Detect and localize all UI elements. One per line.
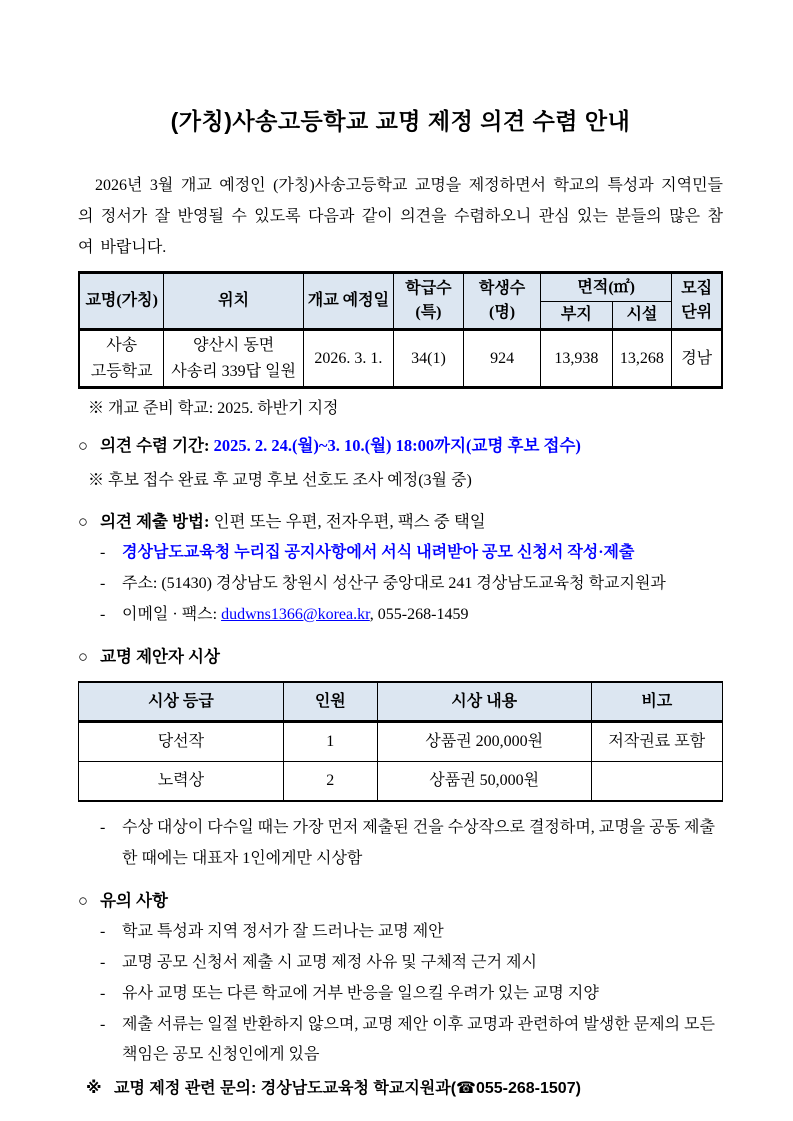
dash-bullet: - bbox=[100, 923, 106, 940]
dash-bullet: - bbox=[100, 985, 106, 1002]
cell-area-site: 13,938 bbox=[541, 330, 612, 388]
dash-bullet: - bbox=[100, 544, 106, 561]
cell-prize: 상품권 200,000원 bbox=[377, 722, 591, 762]
col-header-students: 학생수(명) bbox=[463, 273, 540, 330]
cell-open-date: 2026. 3. 1. bbox=[303, 330, 393, 388]
footnote-prep-school: ※ 개교 준비 학교: 2025. 하반기 지정 bbox=[88, 400, 339, 417]
section-award bbox=[78, 641, 723, 672]
award-table bbox=[78, 681, 723, 802]
submit-item-address: - 주소: (51430) 경상남도 창원시 성산구 중앙대로 241 경상남도교육청 학교지원과 bbox=[78, 569, 723, 599]
cell-grade: 당선작 bbox=[79, 722, 284, 762]
circle-bullet: ○ bbox=[78, 512, 88, 531]
caution-section-title: 유의 사항 bbox=[100, 891, 168, 910]
dash-bullet: - bbox=[100, 1016, 106, 1033]
cell-classes: 34(1) bbox=[393, 330, 463, 388]
cell-remark bbox=[591, 762, 722, 802]
reference-mark: ※ bbox=[88, 472, 105, 489]
col-header-area: 면적(㎡) bbox=[541, 273, 672, 302]
caution-item: - 교명 공모 신청서 제출 시 교명 제정 사유 및 구체적 근거 제시 bbox=[78, 948, 723, 978]
award-col-count: 인원 bbox=[283, 682, 377, 722]
cell-recruit-unit: 경남 bbox=[672, 330, 722, 388]
page-title: (가칭)사송고등학교 교명 제정 의견 수렴 안내 bbox=[170, 108, 631, 134]
col-header-open-date: 개교 예정일 bbox=[303, 273, 393, 330]
col-header-school-name: 교명(가칭) bbox=[79, 273, 164, 330]
school-info-row bbox=[79, 330, 722, 388]
contact-info: ※ 교명 제정 관련 문의: 경상남도교육청 학교지원과(☎055-268-1507) bbox=[86, 1080, 581, 1097]
award-note: - 수상 대상이 다수일 때는 가장 먼저 제출된 건을 수상작으로 결정하며, 교명을 공동 제출한 때에는 대표자 1인에게만 시상함 bbox=[78, 812, 723, 874]
cell-location: 양산시 동면 사송리 339답 일원 bbox=[164, 330, 304, 388]
cell-count: 2 bbox=[283, 762, 377, 802]
intro-paragraph: 2026년 3월 개교 예정인 (가칭)사송고등학교 교명을 제정하면서 학교의 특성과 지역민들의 정서가 잘 반영될 수 있도록 다음과 같이 의견을 수렴하오니 관심 있는 분들의 많은 참여 바랍니다. bbox=[78, 177, 723, 256]
award-section-title: 교명 제안자 시상 bbox=[100, 647, 220, 666]
caution-item: - 유사 교명 또는 다른 학교에 거부 반응을 일으킬 우려가 있는 교명 지양 bbox=[78, 979, 723, 1009]
award-row-effort bbox=[79, 762, 723, 802]
award-row-winner bbox=[79, 722, 723, 762]
caution-item: - 학교 특성과 지역 정서가 잘 드러나는 교명 제안 bbox=[78, 917, 723, 947]
award-col-remark: 비고 bbox=[591, 682, 722, 722]
col-header-location: 위치 bbox=[164, 273, 304, 330]
col-header-recruit-unit: 모집 단위 bbox=[672, 273, 722, 330]
col-header-area-site: 부지 bbox=[541, 302, 612, 330]
dash-bullet: - bbox=[100, 954, 106, 971]
circle-bullet: ○ bbox=[78, 647, 88, 666]
school-info-table bbox=[78, 271, 723, 389]
award-col-grade: 시상 등급 bbox=[79, 682, 284, 722]
section-caution bbox=[78, 885, 723, 916]
col-header-classes: 학급수 (특) bbox=[393, 273, 463, 330]
cell-students: 924 bbox=[463, 330, 540, 388]
email-link[interactable]: dudwns1366@korea.kr bbox=[221, 606, 370, 623]
cell-prize: 상품권 50,000원 bbox=[377, 762, 591, 802]
dash-bullet: - bbox=[100, 575, 106, 592]
submit-label: 의견 제출 방법: bbox=[100, 512, 210, 531]
period-label: 의견 수렴 기간: bbox=[100, 436, 210, 455]
award-col-prize: 시상 내용 bbox=[377, 682, 591, 722]
circle-bullet: ○ bbox=[78, 891, 88, 910]
circle-bullet: ○ bbox=[78, 436, 88, 455]
cell-school-name: 사송 고등학교 bbox=[79, 330, 164, 388]
section-submit-method bbox=[78, 506, 723, 537]
footnote-preference-survey: ※ 후보 접수 완료 후 교명 후보 선호도 조사 예정(3월 중) bbox=[88, 472, 472, 489]
submit-value: 인편 또는 우편, 전자우편, 팩스 중 택일 bbox=[213, 512, 486, 531]
section-period bbox=[78, 430, 723, 461]
period-value: 2025. 2. 24.(월)~3. 10.(월) 18:00까지(교명 후보 접수) bbox=[213, 436, 581, 455]
cell-count: 1 bbox=[283, 722, 377, 762]
caution-item: - 제출 서류는 일절 반환하지 않으며, 교명 제안 이후 교명과 관련하여 발생한 문제의 모든 책임은 공모 신청인에게 있음 bbox=[78, 1010, 723, 1070]
col-header-area-building: 시설 bbox=[612, 302, 672, 330]
reference-mark: ※ bbox=[88, 400, 105, 417]
cell-grade: 노력상 bbox=[79, 762, 284, 802]
dash-bullet: - bbox=[100, 819, 106, 836]
submit-item-download: - 경상남도교육청 누리집 공지사항에서 서식 내려받아 공모 신청서 작성·제출 bbox=[78, 538, 723, 568]
cell-area-building: 13,268 bbox=[612, 330, 672, 388]
dash-bullet: - bbox=[100, 606, 106, 623]
submit-item-email-fax: - 이메일 · 팩스: dudwns1366@korea.kr, 055-268-1459 bbox=[78, 600, 723, 630]
cell-remark: 저작권료 포함 bbox=[591, 722, 722, 762]
reference-mark: ※ bbox=[86, 1080, 102, 1097]
